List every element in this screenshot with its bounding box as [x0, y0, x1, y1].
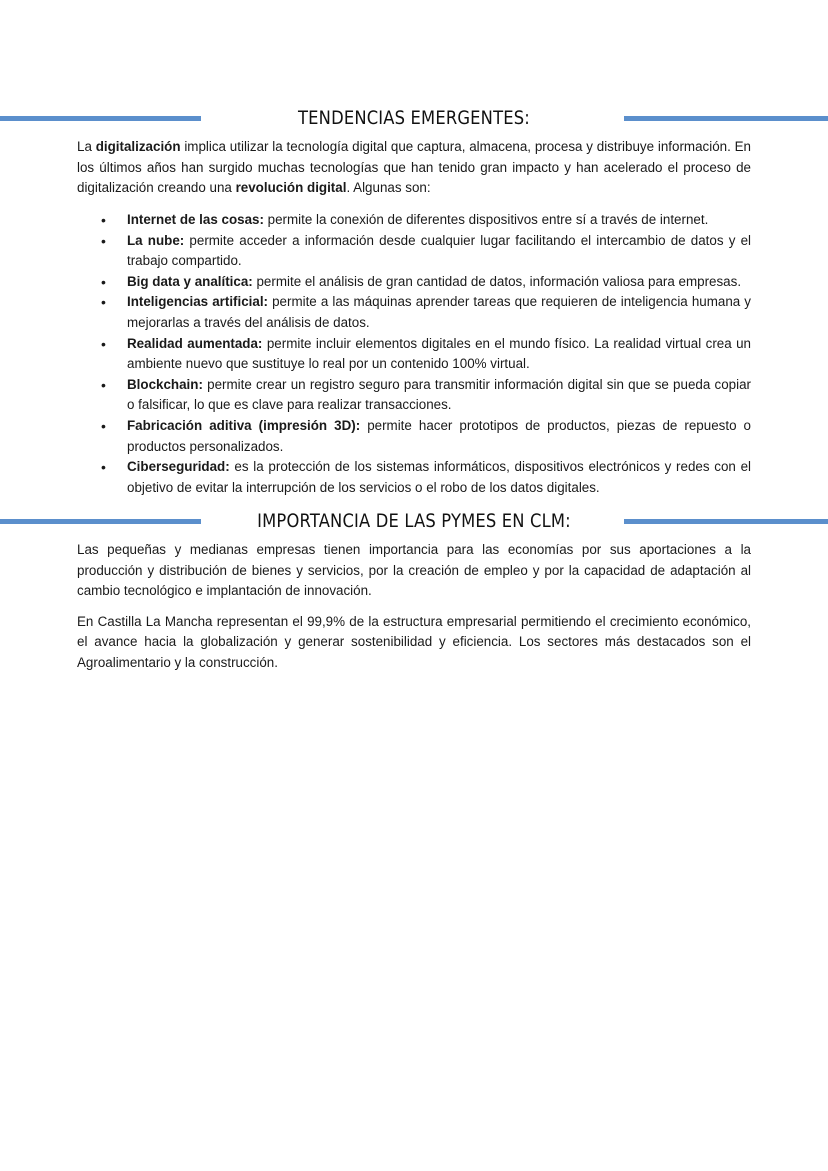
- list-item: • Internet de las cosas: permite la conexión de diferentes dispositivos entre sí a través de internet.: [77, 210, 751, 231]
- list-item: • Ciberseguridad: es la protección de los sistemas informáticos, dispositivos electrónicos y redes con el objetivo de evitar la interrupción de los servicios o el robo de los datos digitales.: [77, 457, 751, 498]
- section-header-pymes: [0, 507, 828, 537]
- list-item: • Big data y analítica: permite el análisis de gran cantidad de datos, información valiosa para empresas.: [77, 272, 751, 293]
- bold-term: revolución digital: [235, 180, 347, 196]
- pymes-paragraph-2: En Castilla La Mancha representan el 99,9% de la estructura empresarial permitiendo el crecimiento económico, el avance hacia la globalización y generar sostenibilidad y eficiencia. Los sectores más destacados son el Agroalimentario y la construcción.: [77, 613, 751, 670]
- pymes-text: [77, 540, 751, 674]
- list-item: • Blockchain: permite crear un registro seguro para transmitir información digital sin que se pueda copiar o falsificar, lo que es clave para realizar transacciones.: [77, 375, 751, 416]
- list-item: • Realidad aumentada: permite incluir elementos digitales en el mundo físico. La realidad virtual crea un ambiente nuevo que sustituye lo real por un contenido 100% virtual.: [77, 334, 751, 375]
- section-title: TENDENCIAS EMERGENTES:: [298, 107, 530, 129]
- trends-list: [77, 210, 751, 498]
- pymes-paragraph-1: Las pequeñas y medianas empresas tienen importancia para las economías por sus aportaciones a la producción y distribución de bienes y servicios, por la creación de empleo y por la capacidad de adaptación al cambio tecnológico e implantación de innovación.: [77, 542, 751, 599]
- intro-paragraph: La digitalización implica utilizar la tecnología digital que captura, almacena, procesa y distribuye información. En los últimos años han surgido muchas tecnologías que han tenido gran impacto y han acelerado el proceso de digitalización creando una revolución digital. Algunas son:: [77, 139, 751, 196]
- list-item: • La nube: permite acceder a información desde cualquier lugar facilitando el intercambio de datos y el trabajo compartido.: [77, 231, 751, 272]
- bold-term: digitalización: [95, 139, 181, 154]
- section-header-tendencias: [0, 104, 828, 134]
- list-item: • Inteligencias artificial: permite a las máquinas aprender tareas que requieren de inteligencia humana y mejorarlas a través del análisis de datos.: [77, 292, 751, 333]
- list-item: • Fabricación aditiva (impresión 3D): permite hacer prototipos de productos, piezas de repuesto o productos personalizados.: [77, 416, 751, 457]
- section-title: IMPORTANCIA DE LAS PYMES EN CLM:: [257, 510, 571, 532]
